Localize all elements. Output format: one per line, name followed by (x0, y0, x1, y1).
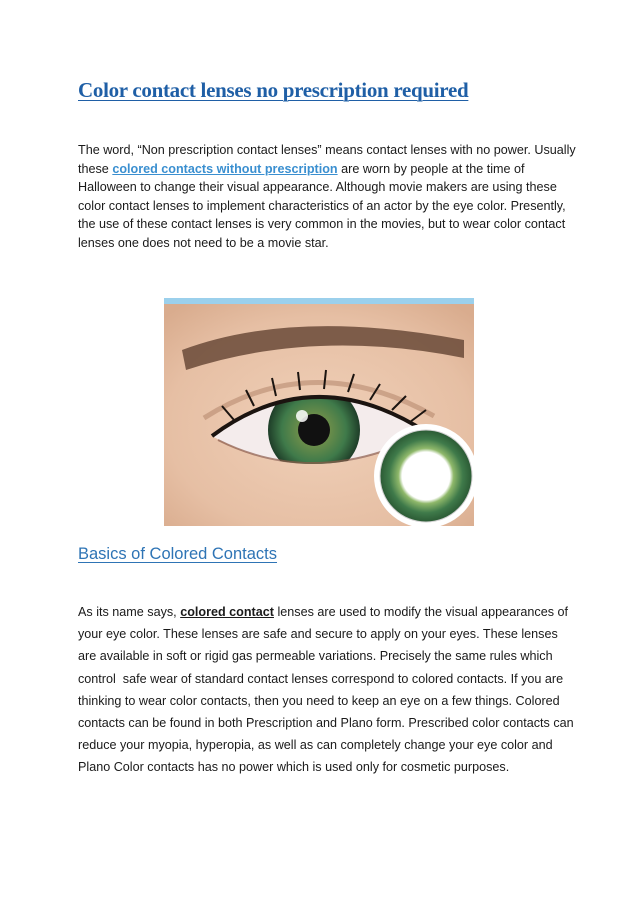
intro-text-start: The word, “Non prescription contact lenses” means contact lenses with no power. Usually these (78, 143, 576, 176)
section-heading: Basics of Colored Contacts (78, 545, 278, 563)
body-text-start: As its name says, (78, 605, 181, 619)
body-text-end: lenses are used to modify the visual appearances of your eye color. These lenses are safe and secure to apply on your eyes. These lenses are available in soft or rigid gas permeable variations. Precisely the same rules which control safe wear of standard contact lenses correspond to colored contacts. If you are thinking to wear color contacts, then you need to keep an eye on a few things. Colored contacts can be found in both Prescription and Plano form. Prescribed color contacts can reduce your myopia, hyperopia, as well as can completely change your eye color and Plano Color contacts has no power which is used only for cosmetic purposes. (78, 605, 574, 775)
eye-photo (164, 298, 474, 526)
colored-contacts-link[interactable]: colored contacts without prescription (112, 161, 338, 176)
intro-text-end: are worn by people at the time of Halloween to change their visual appearance. Although movie makers are using these color contact lenses to implement characteristics of an actor by the eye color. Presently, the use of these contact lenses is very common in the movies, but to wear color contact lenses one does not need to be a movie star. (78, 161, 566, 250)
body-paragraph (78, 601, 578, 779)
page-title: Color contact lenses no prescription required (78, 78, 469, 102)
colored-contact-link[interactable]: colored contact (180, 605, 274, 619)
intro-paragraph (78, 141, 578, 253)
eye-illustration (164, 298, 474, 526)
